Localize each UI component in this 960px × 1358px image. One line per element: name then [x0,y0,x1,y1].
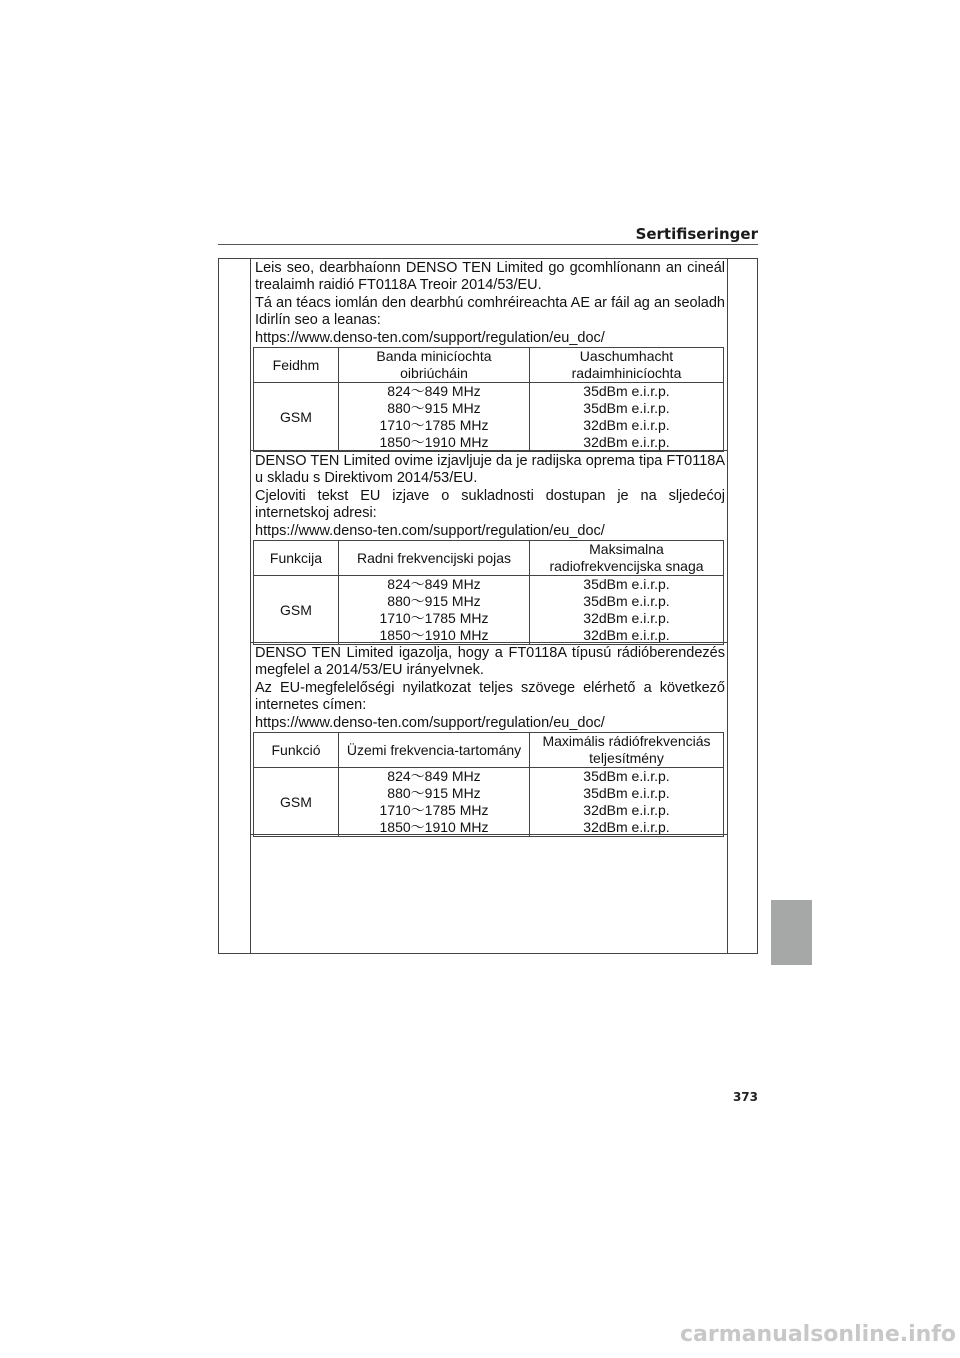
frequency-table [253,732,724,837]
power-value: 32dBm e.i.r.p. [583,434,670,451]
cell-max-powers [530,768,724,837]
page-header-title: Sertifiseringer [635,225,758,243]
header-max-power: Uaschumhacht radaimhinicíochta [530,348,724,383]
declaration-text [251,645,727,732]
band-value: 824～849 MHz [387,576,481,593]
declaration-text [251,260,727,347]
header-divider [218,244,758,245]
power-value: 32dBm e.i.r.p. [583,802,670,819]
frequency-table [253,540,724,645]
table-header-row [254,348,724,383]
header-function: Funkcija [254,541,339,576]
band-value: 880～915 MHz [387,785,481,802]
band-value: 1710～1785 MHz [379,610,489,627]
band-value: 824～849 MHz [387,768,481,785]
power-value: 32dBm e.i.r.p. [583,610,670,627]
table-row [254,383,724,452]
band-value: 1850～1910 MHz [379,627,489,644]
header-frequency-band: Banda minicíochta oibriúcháin [339,348,530,383]
power-value: 35dBm e.i.r.p. [583,768,670,785]
power-value: 35dBm e.i.r.p. [583,400,670,417]
declaration-paragraph: Tá an téacs iomlán den dearbhú comhréireachta AE ar fáil ag an seoladh Idirlín seo a leanas: [255,294,725,329]
declaration-paragraph: DENSO TEN Limited igazolja, hogy a FT0118A típusú rádióberendezés megfelel a 2014/53/EU irányelvnek. [255,645,725,679]
frequency-table [253,347,724,452]
declaration-url: https://www.denso-ten.com/support/regulation/eu_doc/ [255,522,605,539]
cell-function: GSM [254,768,339,837]
chapter-side-tab [771,900,812,965]
table-row [254,768,724,837]
band-value: 1850～1910 MHz [379,819,489,836]
band-value: 824～849 MHz [387,383,481,400]
declaration-paragraph: Cjeloviti tekst EU izjave o sukladnosti dostupan je na sljedećoj internetskoj adresi: [255,487,725,522]
cell-function: GSM [254,576,339,645]
band-value: 1710～1785 MHz [379,417,489,434]
header-max-power: Maksimalna radiofrekvencijska snaga [530,541,724,576]
band-value: 1850～1910 MHz [379,434,489,451]
watermark: carmanualsonline.info [680,1322,956,1347]
power-value: 35dBm e.i.r.p. [583,785,670,802]
cell-max-powers [530,383,724,452]
cell-function: GSM [254,383,339,452]
header-function: Feidhm [254,348,339,383]
power-value: 35dBm e.i.r.p. [583,593,670,610]
declaration-paragraph: Az EU-megfelelőségi nyilatkozat teljes szövege elérhető a következő internetes címen: [255,679,725,714]
page-number: 373 [732,1090,758,1104]
declaration-url: https://www.denso-ten.com/support/regulation/eu_doc/ [255,329,605,346]
cell-max-powers [530,576,724,645]
cell-frequency-bands [339,768,530,837]
declaration-section-croatian [251,450,727,645]
declaration-section-hungarian [251,642,727,837]
power-value: 35dBm e.i.r.p. [583,576,670,593]
declaration-section-irish [251,260,727,452]
table-row [254,576,724,645]
power-value: 35dBm e.i.r.p. [583,383,670,400]
power-value: 32dBm e.i.r.p. [583,627,670,644]
band-value: 880～915 MHz [387,400,481,417]
header-function: Funkció [254,733,339,768]
power-value: 32dBm e.i.r.p. [583,417,670,434]
table-header-row [254,541,724,576]
table-header-row [254,733,724,768]
declaration-url: https://www.denso-ten.com/support/regulation/eu_doc/ [255,714,605,731]
declaration-paragraph: Leis seo, dearbhaíonn DENSO TEN Limited go gcomhlíonann an cineál trealaimh raidió FT0118A Treoir 2014/53/EU. [255,260,725,294]
declaration-paragraph: DENSO TEN Limited ovime izjavljuje da je radijska oprema tipa FT0118A u skladu s Direktivom 2014/53/EU. [255,453,725,487]
header-frequency-band: Radni frekvencijski pojas [339,541,530,576]
header-frequency-band: Üzemi frekvencia-tartomány [339,733,530,768]
band-value: 1710～1785 MHz [379,802,489,819]
band-value: 880～915 MHz [387,593,481,610]
cell-frequency-bands [339,383,530,452]
empty-section-divider [251,834,727,835]
cell-frequency-bands [339,576,530,645]
header-max-power: Maximális rádiófrekvenciás teljesítmény [530,733,724,768]
power-value: 32dBm e.i.r.p. [583,819,670,836]
declaration-text [251,453,727,540]
